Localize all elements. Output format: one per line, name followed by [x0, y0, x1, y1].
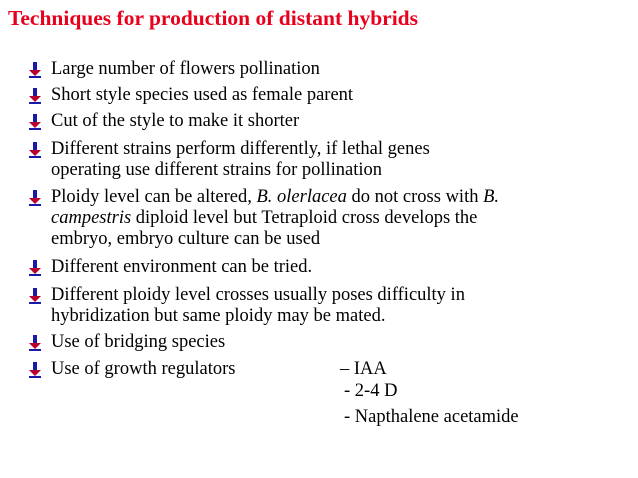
- bullet-text: Use of bridging species: [51, 332, 226, 352]
- slide-title: Techniques for production of distant hybrids: [8, 6, 419, 30]
- bullet-text-line: Different strains perform differently, if lethal genes: [51, 139, 430, 159]
- regulator-item: - 2-4 D: [344, 381, 398, 401]
- bullet-text-line: operating use different strains for pollination: [51, 160, 383, 180]
- species-name: B.: [483, 187, 500, 207]
- down-arrow-bullet-icon: [28, 142, 42, 158]
- down-arrow-bullet-icon: [28, 288, 42, 304]
- bullet-text-line: Different ploidy level crosses usually poses difficulty in: [51, 285, 465, 305]
- species-name: B. olerlacea: [256, 187, 347, 207]
- text-run: diploid level but Tetraploid cross develops the: [131, 208, 478, 228]
- bullet-text: Cut of the style to make it shorter: [51, 111, 300, 131]
- text-run: Ploidy level can be altered: [51, 187, 248, 207]
- bullet-text: Different environment can be tried.: [51, 257, 313, 277]
- down-arrow-bullet-icon: [28, 190, 42, 206]
- regulator-item: - Napthalene acetamide: [344, 407, 519, 427]
- bullet-text-line: embryo, embryo culture can be used: [51, 229, 321, 249]
- down-arrow-bullet-icon: [28, 62, 42, 78]
- regulator-item: – IAA: [340, 359, 387, 379]
- down-arrow-bullet-icon: [28, 88, 42, 104]
- species-name: campestris: [51, 208, 132, 228]
- bullet-text-line: [51, 186, 611, 208]
- text-run: do not cross with: [346, 187, 484, 207]
- down-arrow-bullet-icon: [28, 362, 42, 378]
- bullet-text: Use of growth regulators: [51, 359, 236, 379]
- down-arrow-bullet-icon: [28, 114, 42, 130]
- text-run: ,: [247, 187, 257, 207]
- down-arrow-bullet-icon: [28, 335, 42, 351]
- down-arrow-bullet-icon: [28, 260, 42, 276]
- bullet-text: Short style species used as female parent: [51, 85, 354, 105]
- bullet-text-line: [51, 207, 611, 229]
- bullet-text: Large number of flowers pollination: [51, 59, 320, 79]
- bullet-text-line: hybridization but same ploidy may be mated.: [51, 306, 386, 326]
